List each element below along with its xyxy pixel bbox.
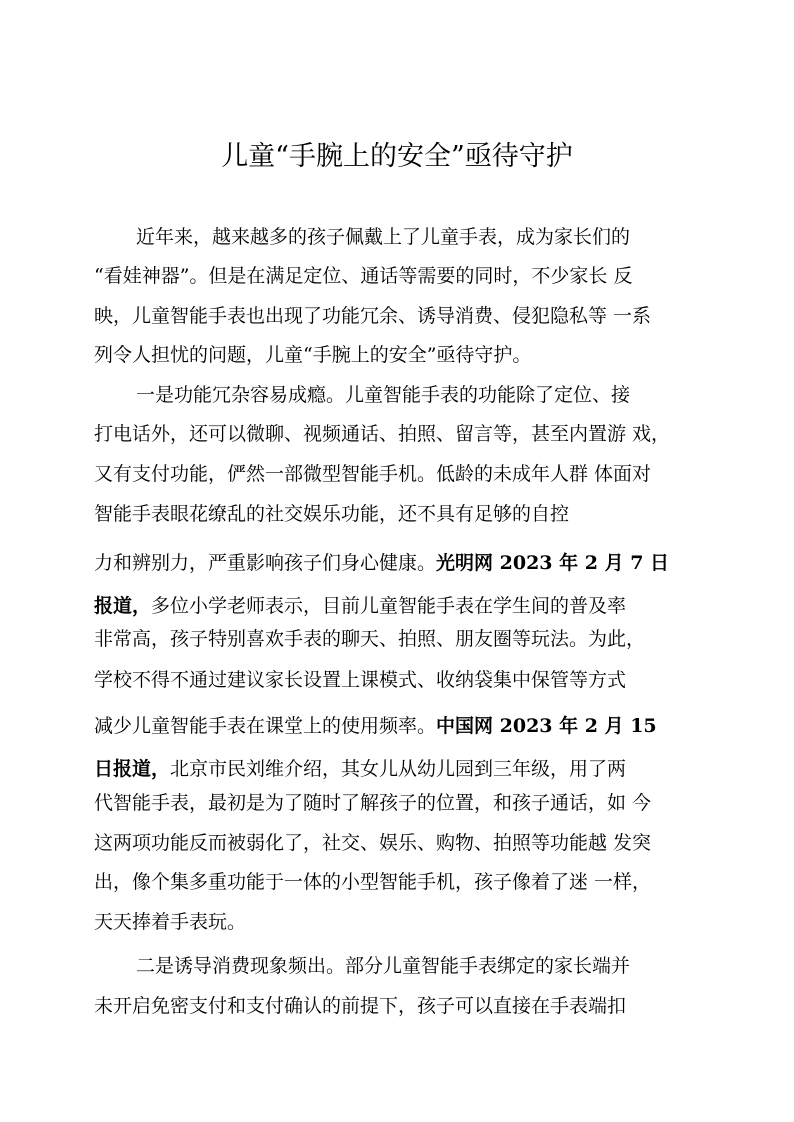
paragraph-line: 这两项功能反而被弱化了，社交、娱乐、购物、拍照等功能越 发突: [94, 832, 652, 854]
paragraph-line: 列令人担忧的问题，儿童“手腕上的安全”亟待守护。: [94, 344, 532, 366]
paragraph-line: 二是诱导消费现象频出。部分儿童智能手表绑定的家长端并: [136, 955, 631, 977]
page-title: 儿童“手腕上的安全”亟待守护: [221, 141, 573, 172]
paragraph-line: 又有支付功能，俨然一部微型智能手机。低龄的未成年人群 体面对: [94, 463, 652, 485]
paragraph-line: 打电话外，还可以微聊、视频通话、拍照、留言等，甚至内置游 戏，: [94, 423, 671, 445]
source-citation: 中国网 2023 年 2 月 15: [436, 715, 657, 737]
paragraph-line: 天天捧着手表玩。: [94, 911, 247, 933]
source-citation: 光明网 2023 年 2 月 7 日: [436, 552, 670, 574]
paragraph-line: [94, 712, 657, 740]
paragraph-line: 映，儿童智能手表也出现了功能冗余、诱导消费、侵犯隐私等 一系: [94, 305, 652, 327]
paragraph-line: [94, 592, 626, 620]
paragraph-line: 智能手表眼花缭乱的社交娱乐功能，还不具有足够的自控: [94, 503, 570, 525]
paragraph-line: [94, 549, 669, 577]
source-citation: 日报道，: [94, 758, 171, 780]
paragraph-line: “看娃神器”。但是在满足定位、通话等需要的同时，不少家长 反: [94, 265, 633, 287]
source-citation: 报道，: [94, 595, 152, 617]
paragraph-line: 出，像个集多重功能于一体的小型智能手机，孩子像着了迷 一样，: [94, 871, 652, 893]
paragraph-line: [94, 755, 626, 783]
paragraph-line: 一是功能冗杂容易成瘾。儿童智能手表的功能除了定位、接: [136, 384, 631, 406]
paragraph-line: 代智能手表，最初是为了随时了解孩子的位置，和孩子通话，如 今: [94, 792, 652, 814]
line-text: 多位小学老师表示，目前儿童智能手表在学生间的普及率: [151, 595, 627, 617]
line-text: 力和辨别力，严重影响孩子们身心健康。: [94, 552, 437, 574]
line-text: 北京市民刘维介绍，其女儿从幼儿园到三年级，用了两: [170, 758, 627, 780]
paragraph-line: 非常高，孩子特别喜欢手表的聊天、拍照、朋友圈等玩法。为此，: [94, 628, 646, 650]
line-text: 减少儿童智能手表在课堂上的使用频率。: [94, 715, 437, 737]
paragraph-line: 未开启免密支付和支付确认的前提下，孩子可以直接在手表端扣: [94, 995, 627, 1017]
paragraph-line: 学校不得不通过建议家长设置上课模式、收纳袋集中保管等方式: [94, 669, 627, 691]
paragraph-line: 近年来，越来越多的孩子佩戴上了儿童手表，成为家长们的: [136, 226, 631, 248]
